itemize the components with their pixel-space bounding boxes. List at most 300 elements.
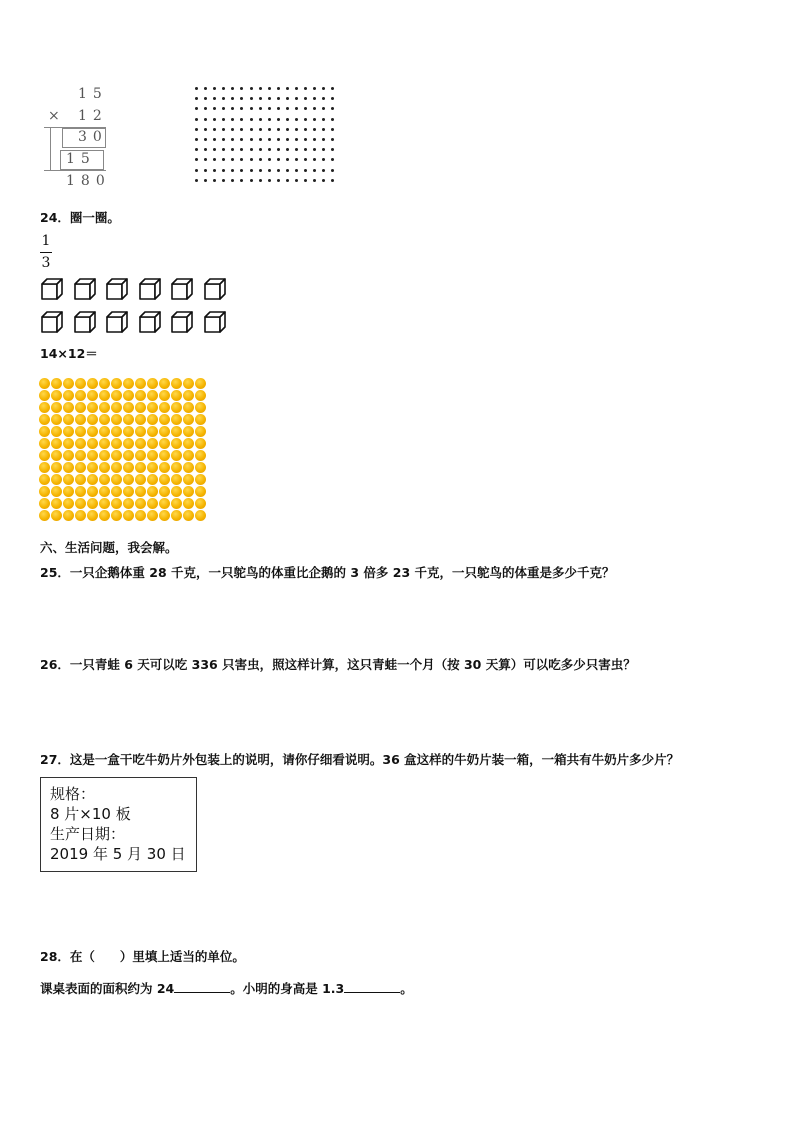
coin-icon xyxy=(87,510,98,521)
grid-dot xyxy=(286,107,289,110)
grid-dot xyxy=(322,148,325,151)
coin-icon xyxy=(147,510,158,521)
grid-dot xyxy=(195,148,198,151)
final-product: 180 xyxy=(66,173,111,189)
grid-dot xyxy=(222,128,225,131)
coin-icon xyxy=(63,426,74,437)
coin-icon xyxy=(123,402,134,413)
grid-dot xyxy=(250,138,253,141)
fraction-numerator: 1 xyxy=(41,233,51,249)
coin-icon xyxy=(171,510,182,521)
grid-dot xyxy=(331,118,334,121)
grid-dot xyxy=(304,97,307,100)
dot-grid xyxy=(195,87,334,182)
coin-icon xyxy=(39,414,50,425)
grid-dot xyxy=(259,97,262,100)
question-24-title: 24．圈一圈。 xyxy=(40,210,120,225)
coin-icon xyxy=(63,450,74,461)
info-line-date-label: 生产日期： xyxy=(50,825,126,843)
coin-icon xyxy=(51,402,62,413)
grid-dot xyxy=(286,87,289,90)
coin-icon xyxy=(75,474,86,485)
coin-icon xyxy=(147,462,158,473)
coin-icon xyxy=(111,498,122,509)
coin-icon xyxy=(135,510,146,521)
coin-icon xyxy=(99,498,110,509)
grid-dot xyxy=(304,118,307,121)
partial-product-2: 15 xyxy=(66,151,96,167)
grid-dot xyxy=(268,107,271,110)
coin-icon xyxy=(99,378,110,389)
coin-icon xyxy=(75,378,86,389)
grid-dot xyxy=(268,97,271,100)
grid-dot xyxy=(213,148,216,151)
coin-icon xyxy=(183,462,194,473)
coin-icon xyxy=(63,510,74,521)
grid-dot xyxy=(222,169,225,172)
coin-icon xyxy=(99,450,110,461)
coin-icon xyxy=(63,438,74,449)
coin-icon xyxy=(183,486,194,497)
grid-dot xyxy=(313,107,316,110)
times-sign: × xyxy=(48,108,60,124)
coin-icon xyxy=(99,486,110,497)
grid-dot xyxy=(313,169,316,172)
coin-icon xyxy=(195,438,206,449)
grid-dot xyxy=(331,128,334,131)
multiplicand: 15 xyxy=(78,86,108,102)
grid-dot xyxy=(295,138,298,141)
grid-dot xyxy=(304,148,307,151)
coin-icon xyxy=(159,402,170,413)
coin-icon xyxy=(159,474,170,485)
grid-dot xyxy=(231,138,234,141)
grid-dot xyxy=(195,169,198,172)
coin-icon xyxy=(87,462,98,473)
coin-icon xyxy=(87,426,98,437)
coin-icon xyxy=(75,510,86,521)
grid-dot xyxy=(231,128,234,131)
coin-icon xyxy=(39,462,50,473)
grid-dot xyxy=(250,158,253,161)
grid-dot xyxy=(322,138,325,141)
coin-icon xyxy=(183,378,194,389)
coin-icon xyxy=(63,498,74,509)
grid-dot xyxy=(277,169,280,172)
grid-dot xyxy=(231,169,234,172)
coin-icon xyxy=(99,510,110,521)
coin-icon xyxy=(195,486,206,497)
coin-icon xyxy=(135,378,146,389)
coin-icon xyxy=(195,426,206,437)
cube-icon xyxy=(139,278,162,300)
grid-dot xyxy=(322,87,325,90)
coin-icon xyxy=(195,498,206,509)
grid-dot xyxy=(331,158,334,161)
coin-icon xyxy=(123,414,134,425)
coin-icon xyxy=(39,390,50,401)
grid-dot xyxy=(322,118,325,121)
grid-dot xyxy=(259,87,262,90)
coin-icon xyxy=(171,438,182,449)
coin-icon xyxy=(111,426,122,437)
grid-dot xyxy=(213,87,216,90)
coin-icon xyxy=(171,426,182,437)
coin-icon xyxy=(63,474,74,485)
grid-dot xyxy=(322,158,325,161)
coin-icon xyxy=(51,510,62,521)
coin-icon xyxy=(147,474,158,485)
question-25: 25．一只企鹅体重 28 千克，一只鸵鸟的体重比企鹅的 3 倍多 23 千克，一只鸵鸟的体重是多少千克？ xyxy=(40,565,615,580)
answer-blank-1[interactable] xyxy=(174,980,230,993)
grid-dot xyxy=(204,107,207,110)
coin-icon xyxy=(135,450,146,461)
grid-dot xyxy=(222,118,225,121)
coin-icon xyxy=(51,498,62,509)
coin-icon xyxy=(75,390,86,401)
coin-icon xyxy=(111,402,122,413)
grid-dot xyxy=(259,169,262,172)
grid-dot xyxy=(204,169,207,172)
coin-icon xyxy=(183,438,194,449)
grid-dot xyxy=(195,97,198,100)
coin-icon xyxy=(63,402,74,413)
coin-icon xyxy=(183,450,194,461)
grid-dot xyxy=(295,97,298,100)
grid-dot xyxy=(331,148,334,151)
coin-icon xyxy=(195,474,206,485)
question-26: 26．一只青蛙 6 天可以吃 336 只害虫，照这样计算，这只青蛙一个月（按 30 天算）可以吃多少只害虫？ xyxy=(40,657,636,672)
grid-dot xyxy=(322,128,325,131)
grid-dot xyxy=(322,107,325,110)
coin-icon xyxy=(135,402,146,413)
grid-dot xyxy=(195,118,198,121)
grid-dot xyxy=(250,107,253,110)
grid-dot xyxy=(231,158,234,161)
coin-icon xyxy=(147,438,158,449)
grid-dot xyxy=(259,179,262,182)
q28-part-3: 。 xyxy=(400,981,413,996)
coin-icon xyxy=(87,486,98,497)
cube-icon xyxy=(171,278,194,300)
coin-icon xyxy=(51,414,62,425)
coin-icon xyxy=(63,378,74,389)
grid-dot xyxy=(322,97,325,100)
milk-package-info-box xyxy=(40,777,197,872)
grid-dot xyxy=(268,87,271,90)
grid-dot xyxy=(231,148,234,151)
coin-icon xyxy=(147,450,158,461)
grid-dot xyxy=(213,118,216,121)
question-28-body xyxy=(40,979,413,997)
grid-dot xyxy=(286,138,289,141)
grid-dot xyxy=(213,169,216,172)
coin-icon xyxy=(159,462,170,473)
cube-icon xyxy=(41,311,64,333)
grid-dot xyxy=(313,158,316,161)
coin-icon xyxy=(123,378,134,389)
grid-dot xyxy=(222,138,225,141)
coin-icon xyxy=(147,426,158,437)
grid-dot xyxy=(250,148,253,151)
coin-icon xyxy=(51,462,62,473)
grid-dot xyxy=(331,97,334,100)
coin-icon xyxy=(99,390,110,401)
coin-icon xyxy=(99,438,110,449)
coin-icon xyxy=(51,438,62,449)
cube-icon xyxy=(139,311,162,333)
grid-dot xyxy=(277,148,280,151)
coin-icon xyxy=(159,450,170,461)
grid-dot xyxy=(195,138,198,141)
grid-dot xyxy=(286,169,289,172)
grid-dot xyxy=(222,107,225,110)
coin-icon xyxy=(183,402,194,413)
coin-icon xyxy=(135,462,146,473)
coin-icon xyxy=(135,390,146,401)
grid-dot xyxy=(268,128,271,131)
grid-dot xyxy=(231,97,234,100)
grid-dot xyxy=(295,107,298,110)
cube-icon xyxy=(106,278,129,300)
coin-icon xyxy=(63,486,74,497)
coin-icon xyxy=(135,474,146,485)
grid-dot xyxy=(231,87,234,90)
grid-dot xyxy=(259,148,262,151)
grid-dot xyxy=(204,158,207,161)
grid-dot xyxy=(286,128,289,131)
coin-icon xyxy=(171,450,182,461)
coin-icon xyxy=(159,426,170,437)
coin-icon xyxy=(147,486,158,497)
grid-dot xyxy=(240,128,243,131)
grid-dot xyxy=(295,169,298,172)
grid-dot xyxy=(304,179,307,182)
cube-icon xyxy=(74,311,97,333)
coin-icon xyxy=(171,378,182,389)
grid-dot xyxy=(195,128,198,131)
grid-dot xyxy=(304,138,307,141)
coin-icon xyxy=(123,462,134,473)
coin-icon xyxy=(99,402,110,413)
coin-icon xyxy=(111,414,122,425)
grid-dot xyxy=(268,179,271,182)
question-27: 27．这是一盒干吃牛奶片外包装上的说明，请你仔细看说明。36 盒这样的牛奶片装一箱，一箱共有牛奶片多少片？ xyxy=(40,752,680,767)
grid-dot xyxy=(204,138,207,141)
grid-dot xyxy=(213,158,216,161)
grid-dot xyxy=(331,87,334,90)
grid-dot xyxy=(268,158,271,161)
cube-icon xyxy=(204,311,227,333)
grid-dot xyxy=(268,148,271,151)
grid-dot xyxy=(286,179,289,182)
grid-dot xyxy=(277,138,280,141)
grid-dot xyxy=(240,107,243,110)
coin-icon xyxy=(135,438,146,449)
grid-dot xyxy=(277,179,280,182)
answer-blank-2[interactable] xyxy=(344,980,400,993)
coin-icon xyxy=(123,438,134,449)
grid-dot xyxy=(259,128,262,131)
coin-icon xyxy=(123,510,134,521)
coin-icon xyxy=(87,378,98,389)
coin-icon xyxy=(159,390,170,401)
coin-icon xyxy=(123,390,134,401)
coin-icon xyxy=(171,402,182,413)
coin-icon xyxy=(147,498,158,509)
coin-expression: 14×12＝ xyxy=(40,346,98,361)
coin-icon xyxy=(135,498,146,509)
grid-dot xyxy=(295,179,298,182)
grid-dot xyxy=(331,138,334,141)
grid-dot xyxy=(204,179,207,182)
coin-grid xyxy=(39,378,206,521)
grid-dot xyxy=(204,118,207,121)
coin-icon xyxy=(171,462,182,473)
grid-dot xyxy=(195,87,198,90)
grid-dot xyxy=(195,107,198,110)
grid-dot xyxy=(295,118,298,121)
coin-icon xyxy=(111,474,122,485)
grid-dot xyxy=(213,138,216,141)
q28-part-2: 。小明的身高是 1.3 xyxy=(230,981,345,996)
grid-dot xyxy=(277,118,280,121)
coin-icon xyxy=(171,474,182,485)
grid-dot xyxy=(331,169,334,172)
grid-dot xyxy=(295,148,298,151)
product-line-2 xyxy=(44,170,106,171)
grid-dot xyxy=(195,179,198,182)
coin-icon xyxy=(99,426,110,437)
coin-icon xyxy=(39,510,50,521)
coin-icon xyxy=(75,426,86,437)
bracket-line xyxy=(50,128,51,170)
coin-icon xyxy=(99,474,110,485)
coin-icon xyxy=(63,414,74,425)
coin-icon xyxy=(87,450,98,461)
coin-icon xyxy=(39,498,50,509)
cube-icon xyxy=(204,278,227,300)
coin-icon xyxy=(63,462,74,473)
coin-icon xyxy=(111,438,122,449)
coin-icon xyxy=(183,390,194,401)
coin-icon xyxy=(111,390,122,401)
coin-icon xyxy=(159,498,170,509)
grid-dot xyxy=(222,158,225,161)
grid-dot xyxy=(222,179,225,182)
coin-icon xyxy=(123,486,134,497)
grid-dot xyxy=(231,107,234,110)
coin-icon xyxy=(75,438,86,449)
coin-icon xyxy=(87,438,98,449)
grid-dot xyxy=(295,128,298,131)
grid-dot xyxy=(231,118,234,121)
coin-icon xyxy=(39,426,50,437)
coin-icon xyxy=(111,462,122,473)
coin-icon xyxy=(99,414,110,425)
grid-dot xyxy=(222,87,225,90)
grid-dot xyxy=(259,158,262,161)
q28-part-1: 课桌表面的面积约为 24 xyxy=(40,981,175,996)
coin-icon xyxy=(39,402,50,413)
coin-icon xyxy=(147,414,158,425)
grid-dot xyxy=(204,148,207,151)
grid-dot xyxy=(213,107,216,110)
grid-dot xyxy=(277,87,280,90)
grid-dot xyxy=(222,148,225,151)
coin-icon xyxy=(183,474,194,485)
grid-dot xyxy=(213,97,216,100)
grid-dot xyxy=(195,158,198,161)
grid-dot xyxy=(286,158,289,161)
grid-dot xyxy=(240,97,243,100)
grid-dot xyxy=(259,107,262,110)
coin-icon xyxy=(123,426,134,437)
grid-dot xyxy=(268,169,271,172)
grid-dot xyxy=(304,158,307,161)
coin-icon xyxy=(75,402,86,413)
grid-dot xyxy=(286,97,289,100)
coin-icon xyxy=(39,474,50,485)
coin-icon xyxy=(159,414,170,425)
question-28-title: 28．在（ ）里填上适当的单位。 xyxy=(40,949,245,964)
coin-icon xyxy=(195,462,206,473)
coin-icon xyxy=(51,450,62,461)
grid-dot xyxy=(259,118,262,121)
grid-dot xyxy=(313,148,316,151)
grid-dot xyxy=(286,118,289,121)
coin-icon xyxy=(123,450,134,461)
grid-dot xyxy=(204,87,207,90)
coin-icon xyxy=(171,498,182,509)
coin-icon xyxy=(75,462,86,473)
info-line-date: 2019 年 5 月 30 日 xyxy=(50,845,186,863)
grid-dot xyxy=(322,169,325,172)
coin-icon xyxy=(135,426,146,437)
coin-icon xyxy=(51,474,62,485)
grid-dot xyxy=(250,97,253,100)
coin-icon xyxy=(39,450,50,461)
coin-icon xyxy=(87,390,98,401)
cube-icon xyxy=(74,278,97,300)
grid-dot xyxy=(313,97,316,100)
grid-dot xyxy=(250,179,253,182)
grid-dot xyxy=(204,97,207,100)
coin-icon xyxy=(99,462,110,473)
coin-icon xyxy=(87,402,98,413)
coin-icon xyxy=(75,498,86,509)
coin-icon xyxy=(147,402,158,413)
coin-icon xyxy=(111,450,122,461)
coin-icon xyxy=(87,474,98,485)
coin-icon xyxy=(147,390,158,401)
grid-dot xyxy=(331,179,334,182)
cube-icon xyxy=(41,278,64,300)
coin-icon xyxy=(135,414,146,425)
grid-dot xyxy=(240,169,243,172)
grid-dot xyxy=(268,118,271,121)
grid-dot xyxy=(295,87,298,90)
coin-icon xyxy=(195,414,206,425)
coin-icon xyxy=(75,486,86,497)
coin-icon xyxy=(159,378,170,389)
grid-dot xyxy=(331,107,334,110)
coin-icon xyxy=(195,450,206,461)
coin-icon xyxy=(171,486,182,497)
coin-icon xyxy=(183,414,194,425)
coin-icon xyxy=(39,378,50,389)
grid-dot xyxy=(250,87,253,90)
